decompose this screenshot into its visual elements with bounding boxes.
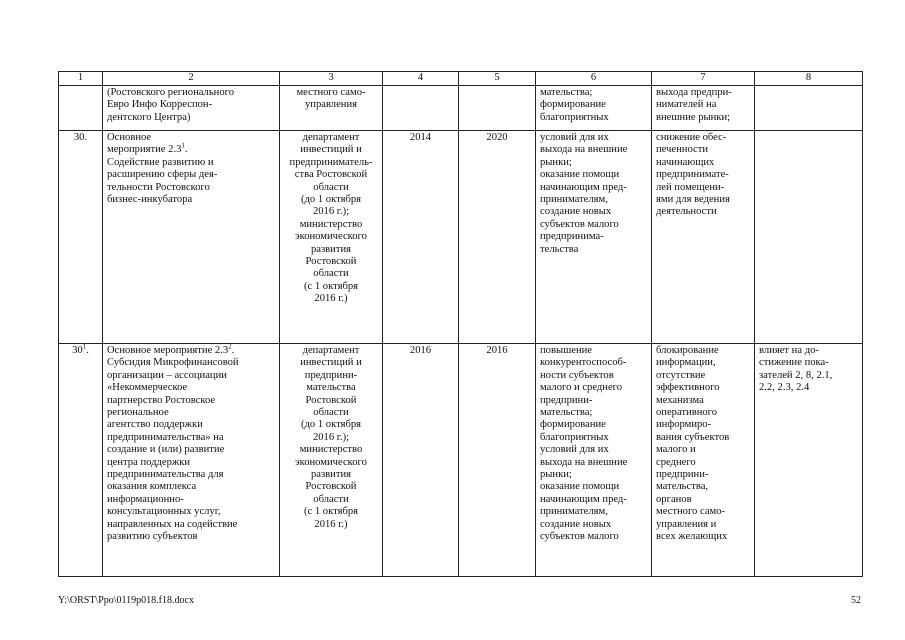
cont-number-cell (59, 86, 103, 131)
header-col-2: 2 (103, 72, 280, 86)
row-30-1-end-year: 2016 (459, 344, 536, 577)
row-30-1-consequences: блокирование информации, отсутствие эффективного механизма оперативного информиро- вания субъектов малого и среднего предприни- мательства, органов местного само- управления и всех желающих (652, 344, 755, 577)
footer-page-number: 52 (851, 595, 861, 606)
table-row-30 (59, 131, 863, 344)
header-col-4: 4 (383, 72, 459, 86)
cont-start-cell (383, 86, 459, 131)
row-30-1-executor: департамент инвестиций и предприни- мательства Ростовской области (до 1 октября 2016 г.); министерство экономического развития Ростовской области (с 1 октября 2016 г.) (280, 344, 383, 577)
table-header-row (59, 72, 863, 86)
program-measures-table (58, 71, 863, 577)
row-30-end-year: 2020 (459, 131, 536, 344)
table-row-30-1 (59, 344, 863, 577)
row-30-measure: Основное мероприятие $2.3^1$. Содействие развитию и расширению сферы дея- тельности Ростовского бизнес-инкубатора (103, 131, 280, 344)
cont-result-cell: мательства; формирование благоприятных (536, 86, 652, 131)
row-30-link (755, 131, 863, 344)
cont-consequences-cell: выхода предпри- нимателей на внешние рынки; (652, 86, 755, 131)
cont-link-cell (755, 86, 863, 131)
row-30-executor: департамент инвестиций и предприниматель- ства Ростовской области (до 1 октября 2016 г.); министерство экономического развития Ростовской области (с 1 октября 2016 г.) (280, 131, 383, 344)
row-30-result: условий для их выхода на внешние рынки; оказание помощи начинающим пред- принимателям, создание новых субъектов малого предпринима- тельства (536, 131, 652, 344)
header-col-7: 7 (652, 72, 755, 86)
cont-measure-cell: (Ростовского регионального Евро Инфо Корреспон- дентского Центра) (103, 86, 280, 131)
header-col-5: 5 (459, 72, 536, 86)
row-30-1-measure: Основное мероприятие $2.3^2$. Субсидия Микрофинансовой организации – ассоциации «Некоммерческое партнерство Ростовское региональное агентство поддержки предпринимательства» на создание и (или) развитие центра поддержки предпринимательства для оказания комплекса информационно- консультационных услуг, направленных на содействие развитию субъектов (103, 344, 280, 577)
row-30-start-year: 2014 (383, 131, 459, 344)
row-30-1-result: повышение конкурентоспособ- ности субъектов малого и среднего предприни- мательства; формирование благоприятных условий для их выхода на внешние рынки; оказание помощи начинающим пред- принимателям, создание новых субъектов малого (536, 344, 652, 577)
header-col-8: 8 (755, 72, 863, 86)
cont-end-cell (459, 86, 536, 131)
header-col-1: 1 (59, 72, 103, 86)
header-col-3: 3 (280, 72, 383, 86)
row-30-number: 30. (59, 131, 103, 344)
header-col-6: 6 (536, 72, 652, 86)
row-30-1-link: влияет на до- стижение пока- зателей 2, 8, 2.1, 2.2, 2.3, 2.4 (755, 344, 863, 577)
row-30-1-start-year: 2016 (383, 344, 459, 577)
row-30-1-number: $30^1$. (59, 344, 103, 577)
table-row-continuation (59, 86, 863, 131)
cont-executor-cell: местного само- управления (280, 86, 383, 131)
row-30-consequences: снижение обес- печенности начинающих предпринимате- лей помещени- ями для ведения деятельности (652, 131, 755, 344)
footer-file-path: Y:\ORST\Ppo\0119p018.f18.docx (58, 595, 194, 606)
